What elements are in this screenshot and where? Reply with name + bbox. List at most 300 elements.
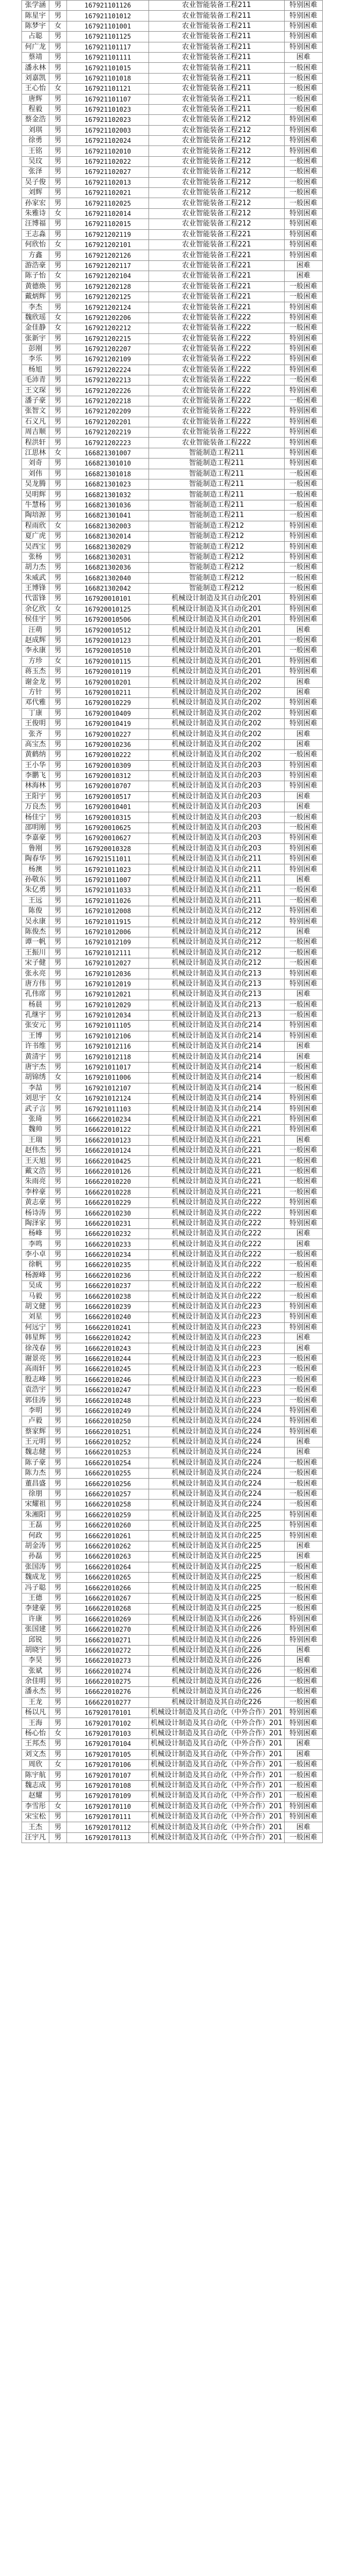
class-cell: 机械设计制造及其自动化212: [149, 906, 285, 916]
student-id-cell: 166622010220: [67, 1177, 149, 1187]
class-cell: 机械设计制造及其自动化211: [149, 864, 285, 875]
hardship-level-cell: 特别困难: [284, 1520, 322, 1531]
hardship-level-cell: 特别困难: [284, 1614, 322, 1624]
table-row: [22, 1510, 323, 1520]
hardship-level-cell: 特别困难: [284, 1406, 322, 1416]
hardship-level-cell: 特别困难: [284, 698, 322, 708]
student-name-cell: 朱雨亮: [22, 1177, 49, 1187]
student-name-cell: 陈俊杰: [22, 927, 49, 937]
table-row: [22, 750, 323, 760]
hardship-level-cell: 困难: [284, 739, 322, 749]
class-cell: 智能制造工程212: [149, 583, 285, 593]
class-cell: 机械设计制造及其自动化（中外合作）201: [149, 1791, 285, 1801]
hardship-level-cell: 特别困难: [284, 1031, 322, 1041]
hardship-level-cell: 特别困难: [284, 354, 322, 365]
student-name-cell: 占聪: [22, 32, 49, 42]
student-id-cell: 167920010312: [67, 770, 149, 781]
class-cell: 农业智能装备工程212: [149, 146, 285, 156]
table-row: [22, 1749, 323, 1759]
table-row: [22, 188, 323, 198]
student-id-cell: 167921012034: [67, 1010, 149, 1020]
hardship-level-cell: 特别困难: [284, 146, 322, 156]
hardship-level-cell: 困难: [284, 271, 322, 281]
student-name-cell: 何政: [22, 1531, 49, 1541]
table-row: [22, 1021, 323, 1031]
student-id-cell: 167920170111: [67, 1811, 149, 1822]
hardship-level-cell: 一般困难: [284, 1832, 322, 1843]
hardship-level-cell: 困难: [284, 875, 322, 885]
gender-cell: 男: [49, 490, 67, 500]
hardship-level-cell: 特别困难: [284, 208, 322, 219]
gender-cell: 男: [49, 1437, 67, 1447]
student-name-cell: 牛慧杨: [22, 500, 49, 510]
table-row: [22, 333, 323, 344]
hardship-level-cell: 特别困难: [284, 552, 322, 562]
table-row: [22, 1479, 323, 1489]
gender-cell: 男: [49, 1260, 67, 1270]
class-cell: 机械设计制造及其自动化201: [149, 656, 285, 666]
hardship-level-cell: 特别困难: [284, 1301, 322, 1312]
class-cell: 机械设计制造及其自动化201: [149, 635, 285, 645]
student-name-cell: 何欣怡: [22, 239, 49, 250]
hardship-level-cell: 困难: [284, 1656, 322, 1666]
student-id-cell: 166622010235: [67, 1260, 149, 1270]
student-id-cell: 166821301010: [67, 459, 149, 469]
gender-cell: 男: [49, 531, 67, 541]
table-row: [22, 1489, 323, 1499]
hardship-level-cell: 特别困难: [284, 1322, 322, 1333]
gender-cell: 男: [49, 906, 67, 916]
gender-cell: 男: [49, 1832, 67, 1843]
gender-cell: 男: [49, 552, 67, 562]
student-name-cell: 刘伟: [22, 469, 49, 479]
class-cell: 机械设计制造及其自动化212: [149, 958, 285, 968]
student-id-cell: 167921012111: [67, 948, 149, 958]
student-name-cell: 汪宇凡: [22, 1832, 49, 1843]
class-cell: 农业智能装备工程221: [149, 250, 285, 260]
class-cell: 机械设计制造及其自动化211: [149, 896, 285, 906]
class-cell: 机械设计制造及其自动化225: [149, 1604, 285, 1614]
class-cell: 机械设计制造及其自动化202: [149, 750, 285, 760]
student-id-cell: 167921202218: [67, 396, 149, 406]
hardship-level-cell: 一般困难: [284, 583, 322, 593]
hardship-level-cell: 一般困难: [284, 469, 322, 479]
class-cell: 机械设计制造及其自动化226: [149, 1676, 285, 1686]
table-row: [22, 739, 323, 749]
class-cell: 农业智能装备工程211: [149, 32, 285, 42]
class-cell: 农业智能装备工程212: [149, 208, 285, 219]
hardship-level-cell: 特别困难: [284, 854, 322, 864]
hardship-level-cell: 特别困难: [284, 125, 322, 135]
student-id-cell: 167920010627: [67, 833, 149, 843]
hardship-level-cell: 困难: [284, 1645, 322, 1655]
hardship-level-cell: 一般困难: [284, 573, 322, 583]
table-row: [22, 427, 323, 438]
student-id-cell: 166622010228: [67, 1187, 149, 1197]
hardship-level-cell: 困难: [284, 1333, 322, 1343]
hardship-level-cell: 困难: [284, 1447, 322, 1458]
gender-cell: 男: [49, 417, 67, 427]
gender-cell: 男: [49, 146, 67, 156]
gender-cell: 男: [49, 427, 67, 438]
table-row: [22, 1052, 323, 1062]
gender-cell: 男: [49, 281, 67, 292]
table-row: [22, 604, 323, 614]
gender-cell: 男: [49, 1354, 67, 1364]
gender-cell: 男: [49, 260, 67, 271]
gender-cell: 男: [49, 219, 67, 229]
student-name-cell: 江思林: [22, 448, 49, 458]
class-cell: 农业智能装备工程211: [149, 42, 285, 52]
class-cell: 机械设计制造及其自动化212: [149, 927, 285, 937]
gender-cell: 男: [49, 1239, 67, 1249]
gender-cell: 男: [49, 1531, 67, 1541]
gender-cell: 男: [49, 344, 67, 354]
gender-cell: 男: [49, 1062, 67, 1072]
hardship-level-cell: 困难: [284, 677, 322, 687]
table-row: [22, 1218, 323, 1228]
table-row: [22, 177, 323, 187]
hardship-level-cell: 困难: [284, 1822, 322, 1832]
hardship-level-cell: 一般困难: [284, 63, 322, 73]
student-name-cell: 魏志成: [22, 1780, 49, 1791]
gender-cell: 男: [49, 1333, 67, 1343]
student-name-cell: 孔继宇: [22, 1010, 49, 1020]
gender-cell: 男: [49, 802, 67, 812]
student-name-cell: 徐帆: [22, 1260, 49, 1270]
table-row: [22, 1312, 323, 1322]
class-cell: 机械设计制造及其自动化225: [149, 1510, 285, 1520]
student-id-cell: 167921102010: [67, 146, 149, 156]
class-cell: 农业智能装备工程212: [149, 188, 285, 198]
student-name-cell: 孙家宏: [22, 198, 49, 208]
student-name-cell: 方珍: [22, 656, 49, 666]
hardship-level-cell: 一般困难: [284, 1177, 322, 1187]
class-cell: 机械设计制造及其自动化223: [149, 1333, 285, 1343]
student-name-cell: 汪萌: [22, 625, 49, 635]
student-id-cell: 166622010271: [67, 1635, 149, 1645]
hardship-level-cell: 特别困难: [284, 843, 322, 854]
student-name-cell: 吴明辉: [22, 490, 49, 500]
hardship-level-cell: 一般困难: [284, 1187, 322, 1197]
student-name-cell: 王阳宇: [22, 791, 49, 802]
hardship-level-cell: 一般困难: [284, 84, 322, 94]
student-id-cell: 167921012106: [67, 1031, 149, 1041]
student-name-cell: 胡金涛: [22, 1541, 49, 1551]
table-row: [22, 927, 323, 937]
hardship-level-cell: 特别困难: [284, 1312, 322, 1322]
student-id-cell: 167921012029: [67, 1000, 149, 1010]
student-name-cell: 唐宇杰: [22, 1062, 49, 1072]
table-row: [22, 323, 323, 333]
class-cell: 机械设计制造及其自动化221: [149, 1187, 285, 1197]
class-cell: 机械设计制造及其自动化225: [149, 1520, 285, 1531]
student-name-cell: 孙磊: [22, 1552, 49, 1562]
student-name-cell: 陶春华: [22, 854, 49, 864]
student-id-cell: 166622010123: [67, 1135, 149, 1145]
student-id-cell: 166622010255: [67, 1468, 149, 1479]
student-name-cell: 黄鹤纳: [22, 750, 49, 760]
table-row: [22, 302, 323, 312]
table-row: [22, 1187, 323, 1197]
student-id-cell: 167921012006: [67, 927, 149, 937]
student-id-cell: 167921202101: [67, 239, 149, 250]
student-name-cell: 蒋玉杰: [22, 667, 49, 677]
table-row: [22, 812, 323, 823]
student-name-cell: 邱锐: [22, 1635, 49, 1645]
hardship-level-cell: 一般困难: [284, 1364, 322, 1374]
gender-cell: 男: [49, 11, 67, 21]
class-cell: 机械设计制造及其自动化213: [149, 969, 285, 979]
table-row: [22, 1249, 323, 1260]
class-cell: 机械设计制造及其自动化223: [149, 1374, 285, 1385]
student-name-cell: 方鑫: [22, 250, 49, 260]
table-row: [22, 167, 323, 177]
student-id-cell: 167920010236: [67, 739, 149, 749]
student-id-cell: 166622010248: [67, 1395, 149, 1406]
student-id-cell: 166821302029: [67, 542, 149, 552]
student-id-cell: 166821301032: [67, 490, 149, 500]
hardship-level-cell: 一般困难: [284, 1593, 322, 1603]
student-name-cell: 徐朋: [22, 1489, 49, 1499]
gender-cell: 男: [49, 677, 67, 687]
table-row: [22, 885, 323, 896]
class-cell: 机械设计制造及其自动化222: [149, 1281, 285, 1291]
table-row: [22, 1520, 323, 1531]
student-name-cell: 侯佳宇: [22, 615, 49, 625]
gender-cell: 男: [49, 979, 67, 989]
gender-cell: 男: [49, 563, 67, 573]
student-id-cell: 166622010238: [67, 1291, 149, 1301]
class-cell: 农业智能装备工程221: [149, 260, 285, 271]
class-cell: 机械设计制造及其自动化224: [149, 1468, 285, 1479]
student-id-cell: 167921101126: [67, 1, 149, 11]
table-row: [22, 916, 323, 927]
hardship-level-cell: 困难: [284, 260, 322, 271]
gender-cell: 男: [49, 1489, 67, 1499]
gender-cell: 男: [49, 1145, 67, 1155]
student-name-cell: 毛沛青: [22, 375, 49, 385]
hardship-level-cell: 一般困难: [284, 73, 322, 83]
student-id-cell: 167921011023: [67, 864, 149, 875]
hardship-level-cell: 一般困难: [284, 1791, 322, 1801]
table-row: [22, 1624, 323, 1634]
student-id-cell: 167921101018: [67, 73, 149, 83]
gender-cell: 男: [49, 125, 67, 135]
table-row: [22, 239, 323, 250]
student-name-cell: 孙敬东: [22, 875, 49, 885]
student-id-cell: 167920170106: [67, 1760, 149, 1770]
student-id-cell: 167921012124: [67, 1094, 149, 1104]
class-cell: 机械设计制造及其自动化223: [149, 1395, 285, 1406]
hardship-level-cell: 特别困难: [284, 1427, 322, 1437]
class-cell: 机械设计制造及其自动化（中外合作）201: [149, 1811, 285, 1822]
table-row: [22, 698, 323, 708]
class-cell: 机械设计制造及其自动化223: [149, 1364, 285, 1374]
student-name-cell: 王志淼: [22, 229, 49, 239]
table-row: [22, 1000, 323, 1010]
gender-cell: 男: [49, 1572, 67, 1582]
student-id-cell: 166821301018: [67, 469, 149, 479]
student-id-cell: 166622010253: [67, 1447, 149, 1458]
gender-cell: 男: [49, 1042, 67, 1052]
student-id-cell: 167921202219: [67, 427, 149, 438]
class-cell: 智能制造工程211: [149, 448, 285, 458]
gender-cell: 男: [49, 1125, 67, 1135]
class-cell: 机械设计制造及其自动化212: [149, 937, 285, 948]
student-id-cell: 166622010230: [67, 1208, 149, 1218]
gender-cell: 男: [49, 1135, 67, 1145]
student-id-cell: 166821302031: [67, 552, 149, 562]
gender-cell: 男: [49, 1635, 67, 1645]
table-row: [22, 1676, 323, 1686]
student-id-cell: 167921102013: [67, 177, 149, 187]
student-name-cell: 蔡金浩: [22, 115, 49, 125]
table-row: [22, 271, 323, 281]
hardship-level-cell: 特别困难: [284, 521, 322, 531]
hardship-level-cell: 一般困难: [284, 1249, 322, 1260]
table-row: [22, 1760, 323, 1770]
hardship-level-cell: 特别困难: [284, 833, 322, 843]
class-cell: 机械设计制造及其自动化202: [149, 718, 285, 729]
gender-cell: 男: [49, 229, 67, 239]
class-cell: 机械设计制造及其自动化（中外合作）201: [149, 1770, 285, 1780]
student-name-cell: 魏志健: [22, 1447, 49, 1458]
student-name-cell: 徐茂春: [22, 1343, 49, 1354]
class-cell: 智能制造工程212: [149, 552, 285, 562]
hardship-level-cell: 特别困难: [284, 115, 322, 125]
table-row: [22, 854, 323, 864]
table-row: [22, 646, 323, 656]
class-cell: 智能制造工程211: [149, 479, 285, 489]
table-row: [22, 1614, 323, 1624]
gender-cell: 男: [49, 927, 67, 937]
student-id-cell: 167920010101: [67, 594, 149, 604]
hardship-level-cell: 特别困难: [284, 1197, 322, 1207]
gender-cell: 男: [49, 833, 67, 843]
student-name-cell: 魏欣瑶: [22, 312, 49, 323]
student-name-cell: 陈力杰: [22, 1468, 49, 1479]
gender-cell: 男: [49, 156, 67, 166]
table-row: [22, 52, 323, 62]
table-row: [22, 1104, 323, 1114]
hardship-level-cell: 特别困难: [284, 1104, 322, 1114]
table-row: [22, 552, 323, 562]
hardship-level-cell: 特别困难: [284, 906, 322, 916]
gender-cell: 女: [49, 239, 67, 250]
table-row: [22, 385, 323, 396]
class-cell: 机械设计制造及其自动化223: [149, 1312, 285, 1322]
gender-cell: 男: [49, 667, 67, 677]
table-row: [22, 1010, 323, 1020]
gender-cell: 男: [49, 739, 67, 749]
class-cell: 机械设计制造及其自动化226: [149, 1697, 285, 1707]
student-name-cell: 王杰: [22, 1822, 49, 1832]
gender-cell: 男: [49, 469, 67, 479]
hardship-level-cell: 一般困难: [284, 198, 322, 208]
student-name-cell: 韩星辉: [22, 1333, 49, 1343]
class-cell: 农业智能装备工程211: [149, 1, 285, 11]
gender-cell: 男: [49, 1604, 67, 1614]
table-row: [22, 1770, 323, 1780]
gender-cell: 男: [49, 188, 67, 198]
hardship-level-cell: 特别困难: [284, 438, 322, 448]
table-row: [22, 354, 323, 365]
gender-cell: 男: [49, 1281, 67, 1291]
class-cell: 机械设计制造及其自动化214: [149, 1073, 285, 1083]
class-cell: 机械设计制造及其自动化222: [149, 1260, 285, 1270]
student-name-cell: 李永康: [22, 646, 49, 656]
student-id-cell: 167921012109: [67, 937, 149, 948]
student-name-cell: 李乐: [22, 354, 49, 365]
student-name-cell: 王振川: [22, 948, 49, 958]
hardship-level-cell: 一般困难: [284, 1572, 322, 1582]
student-name-cell: 赵耀: [22, 1791, 49, 1801]
table-row: [22, 1635, 323, 1645]
student-name-cell: 王铭: [22, 146, 49, 156]
class-cell: 机械设计制造及其自动化221: [149, 1145, 285, 1155]
gender-cell: 男: [49, 1021, 67, 1031]
student-name-cell: 吴龙腾: [22, 479, 49, 489]
gender-cell: 男: [49, 1343, 67, 1354]
student-name-cell: 黄德焕: [22, 281, 49, 292]
hardship-level-cell: 特别困难: [284, 302, 322, 312]
hardship-level-cell: 特别困难: [284, 1728, 322, 1738]
student-id-cell: 166622010251: [67, 1427, 149, 1437]
class-cell: 智能制造工程212: [149, 531, 285, 541]
gender-cell: 男: [49, 1322, 67, 1333]
class-cell: 机械设计制造及其自动化224: [149, 1406, 285, 1416]
table-row: [22, 1708, 323, 1718]
hardship-level-cell: 特别困难: [284, 1114, 322, 1124]
student-name-cell: 吴西宝: [22, 542, 49, 552]
student-id-cell: 167920170109: [67, 1791, 149, 1801]
student-id-cell: 166622010233: [67, 1239, 149, 1249]
student-id-cell: 167920170104: [67, 1739, 149, 1749]
gender-cell: 男: [49, 1301, 67, 1312]
class-cell: 农业智能装备工程222: [149, 354, 285, 365]
gender-cell: 男: [49, 594, 67, 604]
student-name-cell: 程雨欣: [22, 521, 49, 531]
gender-cell: 女: [49, 1728, 67, 1738]
hardship-level-cell: 一般困难: [284, 1666, 322, 1676]
class-cell: 机械设计制造及其自动化（中外合作）201: [149, 1822, 285, 1832]
hardship-level-cell: 一般困难: [284, 1062, 322, 1072]
student-name-cell: 宋耀祖: [22, 1500, 49, 1510]
table-row: [22, 864, 323, 875]
table-row: [22, 1062, 323, 1072]
hardship-level-cell: 一般困难: [284, 323, 322, 333]
class-cell: 机械设计制造及其自动化211: [149, 875, 285, 885]
hardship-level-cell: 特别困难: [284, 760, 322, 770]
hardship-level-cell: 特别困难: [284, 1801, 322, 1811]
gender-cell: 男: [49, 375, 67, 385]
table-row: [22, 1656, 323, 1666]
hardship-level-cell: 一般困难: [284, 1166, 322, 1176]
hardship-level-cell: 一般困难: [284, 1083, 322, 1093]
hardship-level-cell: 特别困难: [284, 542, 322, 552]
student-id-cell: 167921202212: [67, 323, 149, 333]
student-id-cell: 167920010125: [67, 604, 149, 614]
gender-cell: 女: [49, 208, 67, 219]
gender-cell: 男: [49, 948, 67, 958]
gender-cell: 男: [49, 989, 67, 1000]
hardship-level-cell: 一般困难: [284, 1697, 322, 1707]
student-id-cell: 166622010250: [67, 1416, 149, 1427]
student-id-cell: 167920170105: [67, 1749, 149, 1759]
class-cell: 机械设计制造及其自动化201: [149, 594, 285, 604]
gender-cell: 男: [49, 354, 67, 365]
